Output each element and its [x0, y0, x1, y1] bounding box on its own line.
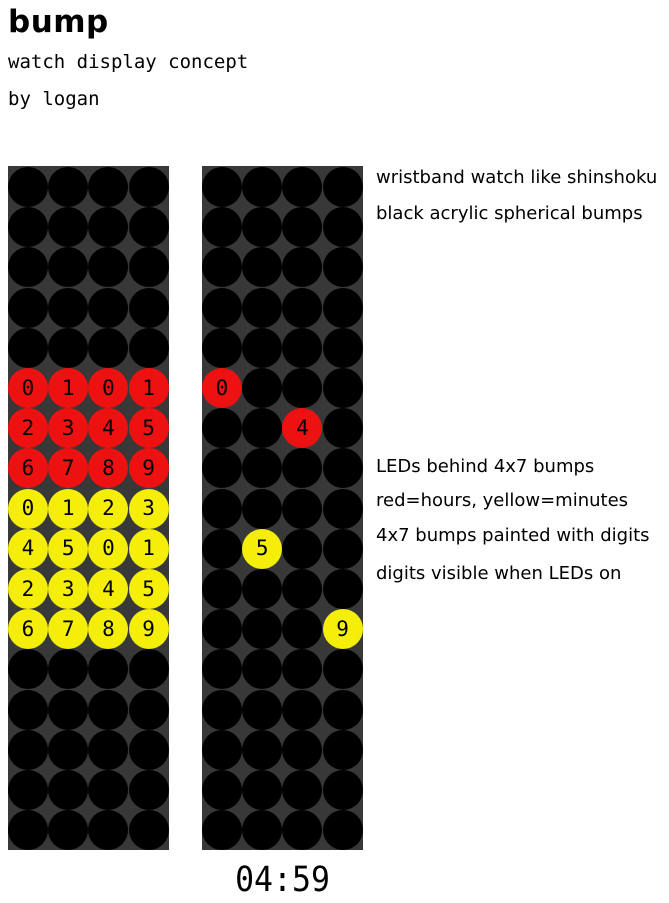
bump: [202, 167, 242, 207]
bump: [242, 609, 282, 649]
bump: [202, 247, 242, 287]
bump: [282, 207, 322, 247]
bump: [88, 730, 128, 770]
bump: [282, 489, 322, 529]
subtitle-author: by logan: [8, 88, 100, 110]
bump: [202, 448, 242, 488]
yellow-digit-bump: 2: [88, 489, 128, 529]
bump: [282, 569, 322, 609]
bump: [88, 288, 128, 328]
yellow-digit-bump: 2: [8, 569, 48, 609]
bump: [323, 690, 363, 730]
bump: [202, 207, 242, 247]
yellow-digit-bump: 1: [129, 529, 169, 569]
red-digit-bump: 0: [88, 368, 128, 408]
bump: [8, 288, 48, 328]
bump: [8, 730, 48, 770]
yellow-digit-bump: 5: [48, 529, 88, 569]
bump: [202, 529, 242, 569]
bump: [48, 730, 88, 770]
bump: [129, 328, 169, 368]
note-colors: red=hours, yellow=minutes: [376, 490, 629, 511]
bump: [48, 690, 88, 730]
bump: [242, 288, 282, 328]
bump: [202, 408, 242, 448]
bump: [48, 207, 88, 247]
bump: [48, 649, 88, 689]
bump: [8, 207, 48, 247]
bump: [282, 609, 322, 649]
bump: [242, 408, 282, 448]
bump: [282, 730, 322, 770]
bump: [8, 167, 48, 207]
bump: [242, 167, 282, 207]
bump: [88, 328, 128, 368]
bump: [129, 167, 169, 207]
bump: [48, 328, 88, 368]
bump: [242, 810, 282, 850]
bump: [202, 649, 242, 689]
bump: [282, 288, 322, 328]
bump: [48, 167, 88, 207]
bump: [48, 770, 88, 810]
bump: [129, 288, 169, 328]
bump: [88, 167, 128, 207]
yellow-digit-bump: 3: [48, 569, 88, 609]
bump: [88, 247, 128, 287]
bump: [202, 569, 242, 609]
bump: [242, 649, 282, 689]
bump: [282, 448, 322, 488]
bump: [8, 770, 48, 810]
bump: [242, 368, 282, 408]
red-digit-bump: 6: [8, 448, 48, 488]
bump: [202, 810, 242, 850]
bump: [8, 247, 48, 287]
bump: [282, 810, 322, 850]
bump: [242, 770, 282, 810]
bump: [323, 247, 363, 287]
time-example-display: [202, 166, 363, 850]
note-wristband: wristband watch like shinshoku: [376, 167, 658, 188]
bump: [129, 247, 169, 287]
lit-yellow-bump: 9: [323, 609, 363, 649]
red-digit-bump: 3: [48, 408, 88, 448]
bump: [282, 690, 322, 730]
bump: [323, 649, 363, 689]
bump: [323, 529, 363, 569]
yellow-digit-bump: 6: [8, 609, 48, 649]
bump: [129, 690, 169, 730]
bump: [129, 810, 169, 850]
note-leds: LEDs behind 4x7 bumps: [376, 456, 595, 477]
bump: [323, 448, 363, 488]
bump: [202, 288, 242, 328]
bump: [88, 207, 128, 247]
yellow-digit-bump: 1: [48, 489, 88, 529]
bump: [129, 770, 169, 810]
bump: [323, 810, 363, 850]
bump: [202, 609, 242, 649]
bump: [202, 730, 242, 770]
yellow-digit-bump: 0: [88, 529, 128, 569]
bump: [8, 328, 48, 368]
bump: [242, 328, 282, 368]
bump: [282, 770, 322, 810]
red-digit-bump: 2: [8, 408, 48, 448]
yellow-digit-bump: 3: [129, 489, 169, 529]
note-visible: digits visible when LEDs on: [376, 563, 622, 584]
bump: [88, 810, 128, 850]
bump: [129, 207, 169, 247]
bump: [323, 328, 363, 368]
bump: [129, 649, 169, 689]
digit-key-display: [8, 166, 169, 850]
bump: [242, 569, 282, 609]
bump: [202, 690, 242, 730]
bump: [8, 810, 48, 850]
bump: [88, 690, 128, 730]
bump: [88, 770, 128, 810]
bump: [242, 730, 282, 770]
yellow-digit-bump: 9: [129, 609, 169, 649]
lit-red-bump: 0: [202, 368, 242, 408]
bump: [282, 529, 322, 569]
time-readout: 04:59: [235, 860, 330, 900]
red-digit-bump: 8: [88, 448, 128, 488]
bump: [88, 649, 128, 689]
bump: [202, 770, 242, 810]
red-digit-bump: 1: [129, 368, 169, 408]
bump: [282, 649, 322, 689]
red-digit-bump: 4: [88, 408, 128, 448]
red-digit-bump: 7: [48, 448, 88, 488]
bump: [202, 328, 242, 368]
lit-yellow-bump: 5: [242, 529, 282, 569]
yellow-digit-bump: 7: [48, 609, 88, 649]
subtitle-concept: watch display concept: [8, 51, 249, 73]
yellow-digit-bump: 8: [88, 609, 128, 649]
bump: [323, 207, 363, 247]
bump: [129, 730, 169, 770]
note-painted: 4x7 bumps painted with digits: [376, 525, 650, 546]
bump: [202, 489, 242, 529]
bump: [323, 770, 363, 810]
bump: [323, 167, 363, 207]
bump: [282, 328, 322, 368]
lit-red-bump: 4: [282, 408, 322, 448]
bump: [323, 730, 363, 770]
bump: [323, 408, 363, 448]
yellow-digit-bump: 0: [8, 489, 48, 529]
bump: [323, 489, 363, 529]
yellow-digit-bump: 4: [88, 569, 128, 609]
bump: [323, 368, 363, 408]
bump: [242, 207, 282, 247]
bump: [323, 288, 363, 328]
yellow-digit-bump: 5: [129, 569, 169, 609]
bump: [282, 167, 322, 207]
red-digit-bump: 1: [48, 368, 88, 408]
bump: [48, 288, 88, 328]
bump: [8, 649, 48, 689]
bump: [242, 489, 282, 529]
note-bumps: black acrylic spherical bumps: [376, 203, 643, 224]
page-title: bump: [8, 4, 109, 40]
red-digit-bump: 9: [129, 448, 169, 488]
bump: [323, 569, 363, 609]
bump: [48, 247, 88, 287]
bump: [282, 368, 322, 408]
bump: [242, 247, 282, 287]
bump: [48, 810, 88, 850]
red-digit-bump: 0: [8, 368, 48, 408]
red-digit-bump: 5: [129, 408, 169, 448]
bump: [282, 247, 322, 287]
bump: [242, 690, 282, 730]
yellow-digit-bump: 4: [8, 529, 48, 569]
bump: [8, 690, 48, 730]
bump: [242, 448, 282, 488]
